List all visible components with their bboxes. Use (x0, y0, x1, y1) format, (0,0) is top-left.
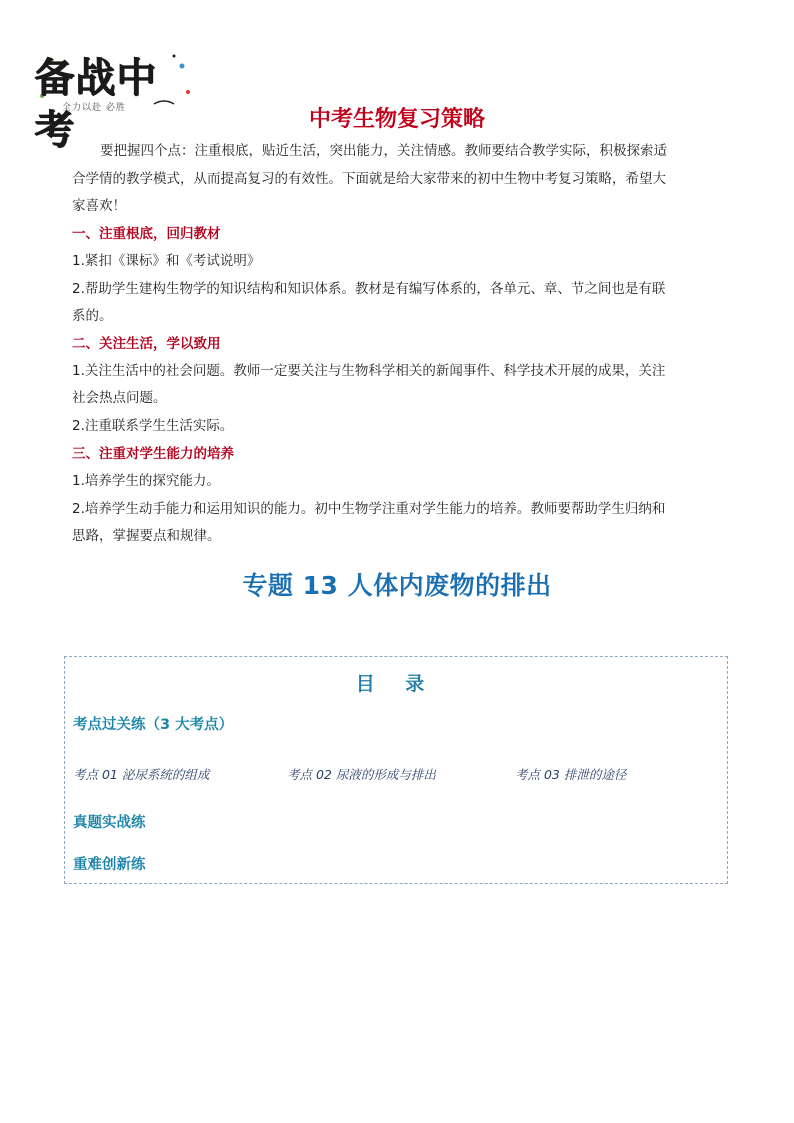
toc-item-real-exam[interactable]: 真题实战练 (73, 815, 146, 831)
intro-line-2: 合学情的教学模式，从而提高复习的有效性。下面就是给大家带来的初中生物中考复习策略，希望大 (72, 171, 666, 187)
logo-brand-text: 备战中考 (34, 55, 157, 153)
table-of-contents (64, 656, 728, 884)
section-2-item-1-line-2: 社会热点问题。 (72, 390, 167, 406)
toc-item-practice-points[interactable]: 考点过关练（3 大考点） (73, 717, 234, 733)
page-title: 中考生物复习策略 (308, 107, 485, 132)
toc-title: 目 录 (355, 673, 437, 695)
section-heading-3: 三、注重对学生能力的培养 (72, 446, 234, 462)
section-1-item-1: 1.紧扣《课标》和《考试说明》 (72, 253, 261, 269)
section-heading-2: 二、关注生活，学以致用 (72, 336, 221, 352)
section-1-item-2-line-2: 系的。 (72, 308, 113, 324)
section-3-item-2-line-2: 思路，掌握要点和规律。 (72, 528, 221, 544)
intro-line-3: 家喜欢！ (72, 198, 126, 214)
toc-point-3[interactable]: 考点 03 排泄的途径 (515, 767, 627, 782)
section-heading-1: 一、注重根底，回归教材 (72, 226, 221, 242)
logo-subtext: 全力以赴 必胜 (62, 103, 126, 113)
toc-item-innovation[interactable]: 重难创新练 (73, 857, 146, 873)
intro-line-1: 要把握四个点：注重根底，贴近生活，突出能力，关注情感。教师要结合教学实际，积极探索适 (100, 143, 667, 159)
section-3-item-1: 1.培养学生的探究能力。 (72, 473, 220, 489)
section-2-item-2: 2.注重联系学生生活实际。 (72, 418, 234, 434)
topic-title: 专题 13 人体内废物的排出 (242, 571, 552, 600)
section-1-item-2-line-1: 2.帮助学生建构生物学的知识结构和知识体系。教材是有编写体系的，各单元、章、节之间也是有联 (72, 281, 666, 297)
section-3-item-2-line-1: 2.培养学生动手能力和运用知识的能力。初中生物学注重对学生能力的培养。教师要帮助学生归纳和 (72, 501, 666, 517)
toc-point-2[interactable]: 考点 02 尿液的形成与排出 (287, 767, 436, 782)
section-2-item-1-line-1: 1.关注生活中的社会问题。教师一定要关注与生物科学相关的新闻事件、科学技术开展的成果，关注 (72, 363, 666, 379)
toc-point-1[interactable]: 考点 01 泌尿系统的组成 (73, 767, 210, 782)
